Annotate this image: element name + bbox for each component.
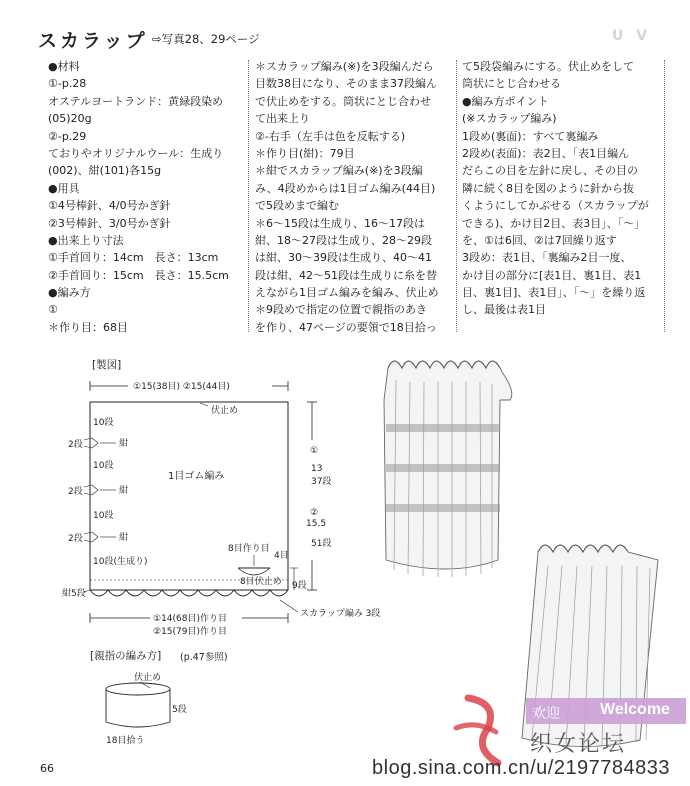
text-line: ① xyxy=(48,303,58,317)
rows-label: 10段 xyxy=(93,418,114,428)
bottom-dimension-label: ②15(79目)作り目 xyxy=(153,627,227,637)
text-line: 目、裏1目]、表1目」、「～」を繰り返 xyxy=(462,286,646,300)
navy-label: 紺 xyxy=(119,533,129,543)
rib-stitch-label: 1目ゴム編み xyxy=(168,471,225,482)
text-line: 紺、18～27段は生成り、28～29段 xyxy=(255,233,432,247)
text-line: 2段め(表面)：表2目、「表1目編ん xyxy=(462,146,630,160)
text-line: を作り、47ページの要領で18目拾っ xyxy=(255,320,437,334)
text-line: ＊作り目：68目 xyxy=(48,320,128,334)
text-line: オステルヨートランド：黄緑段染め xyxy=(48,94,224,108)
thumb-rows-label: 5段 xyxy=(172,705,187,715)
thumb-bind-off-label: 伏止め xyxy=(134,673,162,683)
rows-label: 2段 xyxy=(68,534,83,544)
text-line: ②-右手（左手は色を反転する) xyxy=(255,129,406,143)
forum-brand-text: 织女论坛 xyxy=(530,732,627,757)
scallop-edge xyxy=(90,590,288,596)
thumb-pickup-label: 18目拾う xyxy=(106,736,145,746)
text-line: し、最後は表1目 xyxy=(462,303,546,317)
text-line: ●編み方 xyxy=(48,286,91,300)
text-line: ＊作り目(紺)：79目 xyxy=(255,146,355,160)
text-line: (002)、紺(101)各15g xyxy=(48,164,162,178)
text-line: (05)20g xyxy=(48,112,92,126)
bind-off-label: 伏止め xyxy=(211,406,239,416)
height-value: 15.5 xyxy=(306,519,327,529)
text-line: ②-p.29 xyxy=(48,129,87,143)
thumb-bind-label: 8目伏止め xyxy=(240,577,282,587)
thumb-page-reference: (p.47参照) xyxy=(180,652,228,663)
text-line: 1段め(裏面)：すべて裏編み xyxy=(462,129,599,143)
text-line: は紺、30～39段は生成り、40～41 xyxy=(255,251,432,265)
rows-label: 2段 xyxy=(68,487,83,497)
text-line: ＊スカラップ編み(※)を3段編んだら xyxy=(255,60,434,73)
text-line: て5段袋編みにする。伏止めをして xyxy=(462,60,634,73)
text-line: えながら1目ゴム編みを編み、伏止め xyxy=(255,286,439,300)
photo-page-reference: ⇨写真28、29ページ xyxy=(152,32,260,46)
thumb-section-label: [親指の編み方] xyxy=(90,650,162,662)
text-line: ●編み方ポイント xyxy=(462,94,549,108)
text-line: 隣に続く8目を図のように針から抜 xyxy=(462,181,634,195)
bleed-through-text: U V xyxy=(612,28,652,44)
text-line: ①4号棒針、4/0号かぎ針 xyxy=(48,199,171,213)
text-line: で5段めまで編む xyxy=(255,199,339,213)
text-line: できる)、かけ目2目、表3目」、「～」 xyxy=(462,216,646,230)
navy-label: 紺 xyxy=(119,486,129,496)
text-line: ＊9段めで指定の位置で親指のあき xyxy=(255,303,427,317)
text-line: を、①は6回、②は7回繰り返す xyxy=(462,233,617,247)
page-number: 66 xyxy=(40,762,54,775)
text-line: 3段め：表1目、「裏編み2目一度、 xyxy=(462,251,632,265)
diagram-section-label: [製図] xyxy=(92,359,122,371)
blog-url-watermark: blog.sina.com.cn/u/2197784833 xyxy=(372,757,671,779)
height-label: ① xyxy=(310,446,319,456)
height-label: ② xyxy=(310,508,319,518)
navy-rows-label: 紺5段 xyxy=(62,589,86,599)
text-line: ●出来上り寸法 xyxy=(48,233,124,247)
text-line: (※スカラップ編み) xyxy=(462,112,557,126)
text-line: ＊紺でスカラップ編み(※)を3段編 xyxy=(255,164,423,178)
welcome-cn-text: 欢迎 xyxy=(532,706,560,722)
welcome-en-text: Welcome xyxy=(600,701,670,718)
rows-label: 2段 xyxy=(68,440,83,450)
text-line: 段は紺、42～51段は生成りに糸を替 xyxy=(255,268,437,282)
text-line: だらこの目を左針に戻し、その目の xyxy=(462,164,638,178)
rows-label: 10段 xyxy=(93,461,114,471)
text-line: 筒状にとじ合わせる xyxy=(462,77,561,91)
height-rows: 51段 xyxy=(311,539,332,549)
scallop-label: スカラップ編み 3段 xyxy=(300,609,381,619)
mitt-illustration-1 xyxy=(384,361,512,577)
bottom-dimension-label: ①14(68目)作り目 xyxy=(153,614,227,624)
text-line: で伏止めをする。筒状にとじ合わせ xyxy=(255,94,431,108)
text-line: み、4段めからは1目ゴム編み(44目) xyxy=(255,181,436,195)
text-line: くようにしてかぶせる（スカラップが xyxy=(462,199,649,213)
pattern-title: スカラップ xyxy=(38,30,148,52)
text-line: て出来上り xyxy=(255,112,310,126)
rows-label: 10段(生成り) xyxy=(93,557,148,567)
thumb-tube-top xyxy=(106,683,170,695)
forum-logo-icon xyxy=(448,688,528,768)
text-line: ＊6～15段は生成り、16～17段は xyxy=(255,216,425,230)
text-line: ②手首回り：15cm 長さ：15.5cm xyxy=(48,268,229,282)
nine-rows-label: 9段 xyxy=(292,581,307,591)
thumb-rows-label: 4目 xyxy=(274,551,289,561)
thumb-cast-label: 8目作り目 xyxy=(228,544,270,554)
text-line: ておりやオリジナルウール：生成り xyxy=(48,146,224,160)
text-line: 目数38目になり、そのまま37段編ん xyxy=(255,77,437,91)
text-line: ①手首回り：14cm 長さ：13cm xyxy=(48,251,219,265)
top-dimension-label: ①15(38目) ②15(44目) xyxy=(133,382,230,392)
height-rows: 37段 xyxy=(311,477,332,487)
text-line: かけ目の部分に[表1目、裏1目、表1 xyxy=(462,268,642,282)
rows-label: 10段 xyxy=(93,511,114,521)
text-line: ②3号棒針、3/0号かぎ針 xyxy=(48,216,171,230)
text-line: ●材料 xyxy=(48,60,80,73)
navy-label: 紺 xyxy=(119,439,129,449)
text-line: ●用具 xyxy=(48,181,80,195)
text-line: ①-p.28 xyxy=(48,77,87,91)
height-value: 13 xyxy=(311,464,323,474)
